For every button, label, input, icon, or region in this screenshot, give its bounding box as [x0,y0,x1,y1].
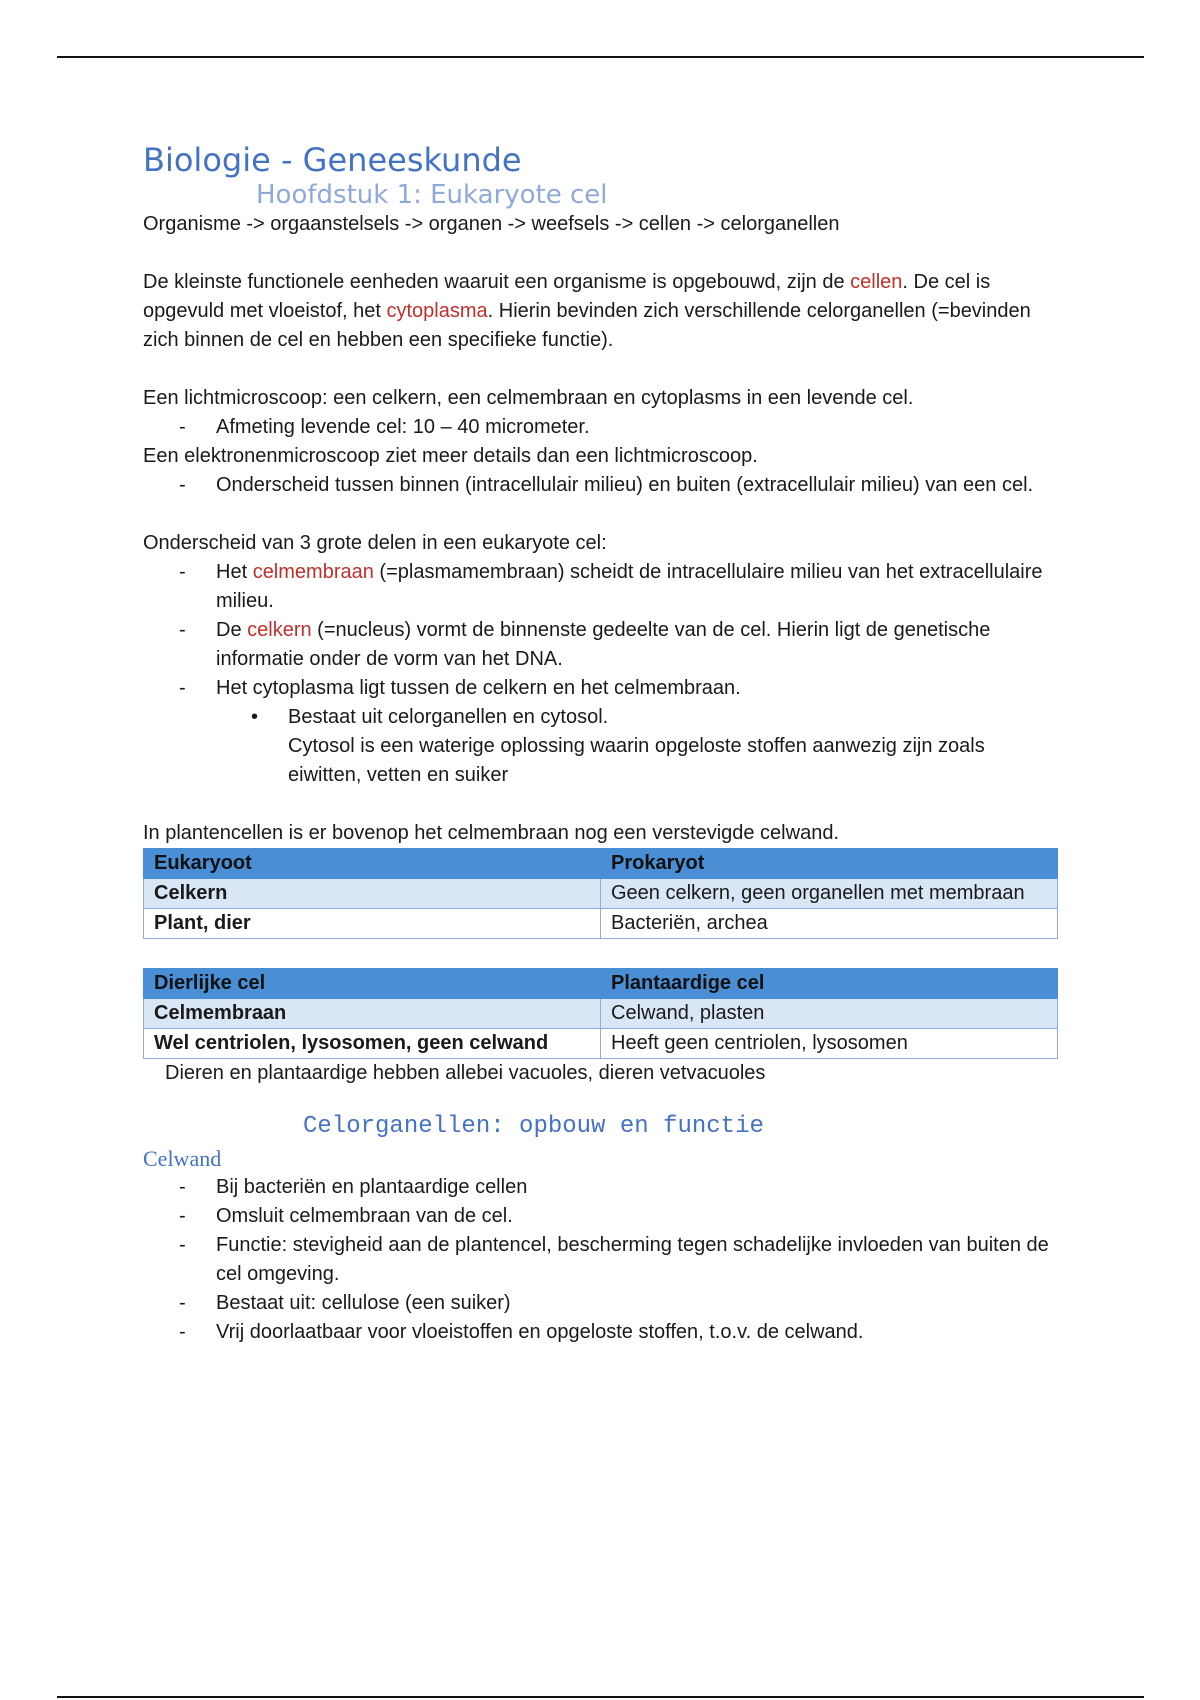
table-header-cell: Dierlijke cel [144,969,601,999]
list-item: - Bij bacteriën en plantaardige cellen [143,1173,1063,1202]
document-body [143,140,1063,1347]
table-header-row [144,969,1058,999]
table-cell: Celkern [144,879,601,909]
cell-parts-heading: Onderscheid van 3 grote delen in een eukaryote cel: [143,532,607,554]
table-row [144,879,1058,909]
eukaryote-prokaryote-table [143,848,1058,939]
plant-cell-note: In plantencellen is er bovenop het celmembraan nog een verstevigde celwand. [143,822,839,844]
term-cytoplasma: cytoplasma [386,300,488,322]
table-row [144,1029,1058,1059]
term-celmembraan: celmembraan [252,561,374,583]
list-item: - Omsluit celmembraan van de cel. [143,1202,1063,1231]
table-cell: Geen celkern, geen organellen met membraan [601,879,1058,909]
list-item: • Bestaat uit celorganellen en cytosol. Cytosol is een waterige oplossing waarin opgeloste stoffen aanwezig zijn zoals eiwitten, vetten en suiker [143,703,1063,790]
hierarchy-line: Organisme -> orgaanstelsels -> organen -> weefsels -> cellen -> celorganellen [143,213,840,235]
table-cell: Wel centriolen, lysosomen, geen celwand [144,1029,601,1059]
list-item: - Onderscheid tussen binnen (intracellulair milieu) en buiten (extracellulair milieu) van een cel. [143,471,1063,500]
list-item: - Het celmembraan (=plasmamembraan) scheidt de intracellulaire milieu van het extracellulaire milieu. [143,558,1063,616]
table-header-cell: Prokaryot [601,849,1058,879]
electron-microscope-line: Een elektronenmicroscoop ziet meer details dan een lichtmicroscoop. [143,445,758,467]
list-item: - Vrij doorlaatbaar voor vloeistoffen en opgeloste stoffen, t.o.v. de celwand. [143,1318,1063,1347]
term-celkern: celkern [247,619,312,641]
list-item: - Functie: stevigheid aan de plantencel, bescherming tegen schadelijke invloeden van buiten de cel omgeving. [143,1231,1063,1289]
list-item: - De celkern (=nucleus) vormt de binnenste gedeelte van de cel. Hierin ligt de genetische informatie onder de vorm van het DNA. [143,616,1063,674]
animal-plant-cell-table [143,968,1058,1059]
list-item: - Bestaat uit: cellulose (een suiker) [143,1289,1063,1318]
table-header-cell: Plantaardige cel [601,969,1058,999]
table-cell: Bacteriën, archea [601,909,1058,939]
celwand-list [143,1173,1063,1347]
header-rule [57,56,1144,58]
footer-rule [57,1696,1144,1698]
table-cell: Plant, dier [144,909,601,939]
table-cell: Celmembraan [144,999,601,1029]
table-row [144,909,1058,939]
list-item: - Het cytoplasma ligt tussen de celkern en het celmembraan. [143,674,1063,703]
section-heading-celorganellen: Celorganellen: opbouw en functie [303,1113,764,1140]
intro-paragraph: De kleinste functionele eenheden waaruit een organisme is opgebouwd, zijn de cellen. De cel is opgevuld met vloeistof, het cytoplasma. Hierin bevinden zich verschillende celorganellen (=bevinden zich binnen de cel en hebben een specifieke functie). [143,271,1031,351]
light-microscope-list [143,413,1063,442]
table-row [144,999,1058,1029]
vacuoles-note: Dieren en plantaardige hebben allebei vacuoles, dieren vetvacuoles [165,1062,766,1084]
term-cellen: cellen [850,271,903,293]
page-title: Biologie - Geneeskunde [143,141,522,179]
list-item: - Afmeting levende cel: 10 – 40 micrometer. [143,413,1063,442]
cell-parts-list [143,558,1063,703]
cytoplasma-sublist [143,703,1063,790]
table-cell: Celwand, plasten [601,999,1058,1029]
electron-microscope-list [143,471,1063,500]
table-cell: Heeft geen centriolen, lysosomen [601,1029,1058,1059]
table-header-row [144,849,1058,879]
table-header-cell: Eukaryoot [144,849,601,879]
chapter-subtitle: Hoofdstuk 1: Eukaryote cel [256,180,608,210]
section-heading-celwand: Celwand [143,1146,222,1171]
light-microscope-line: Een lichtmicroscoop: een celkern, een celmembraan en cytoplasms in een levende cel. [143,387,914,409]
